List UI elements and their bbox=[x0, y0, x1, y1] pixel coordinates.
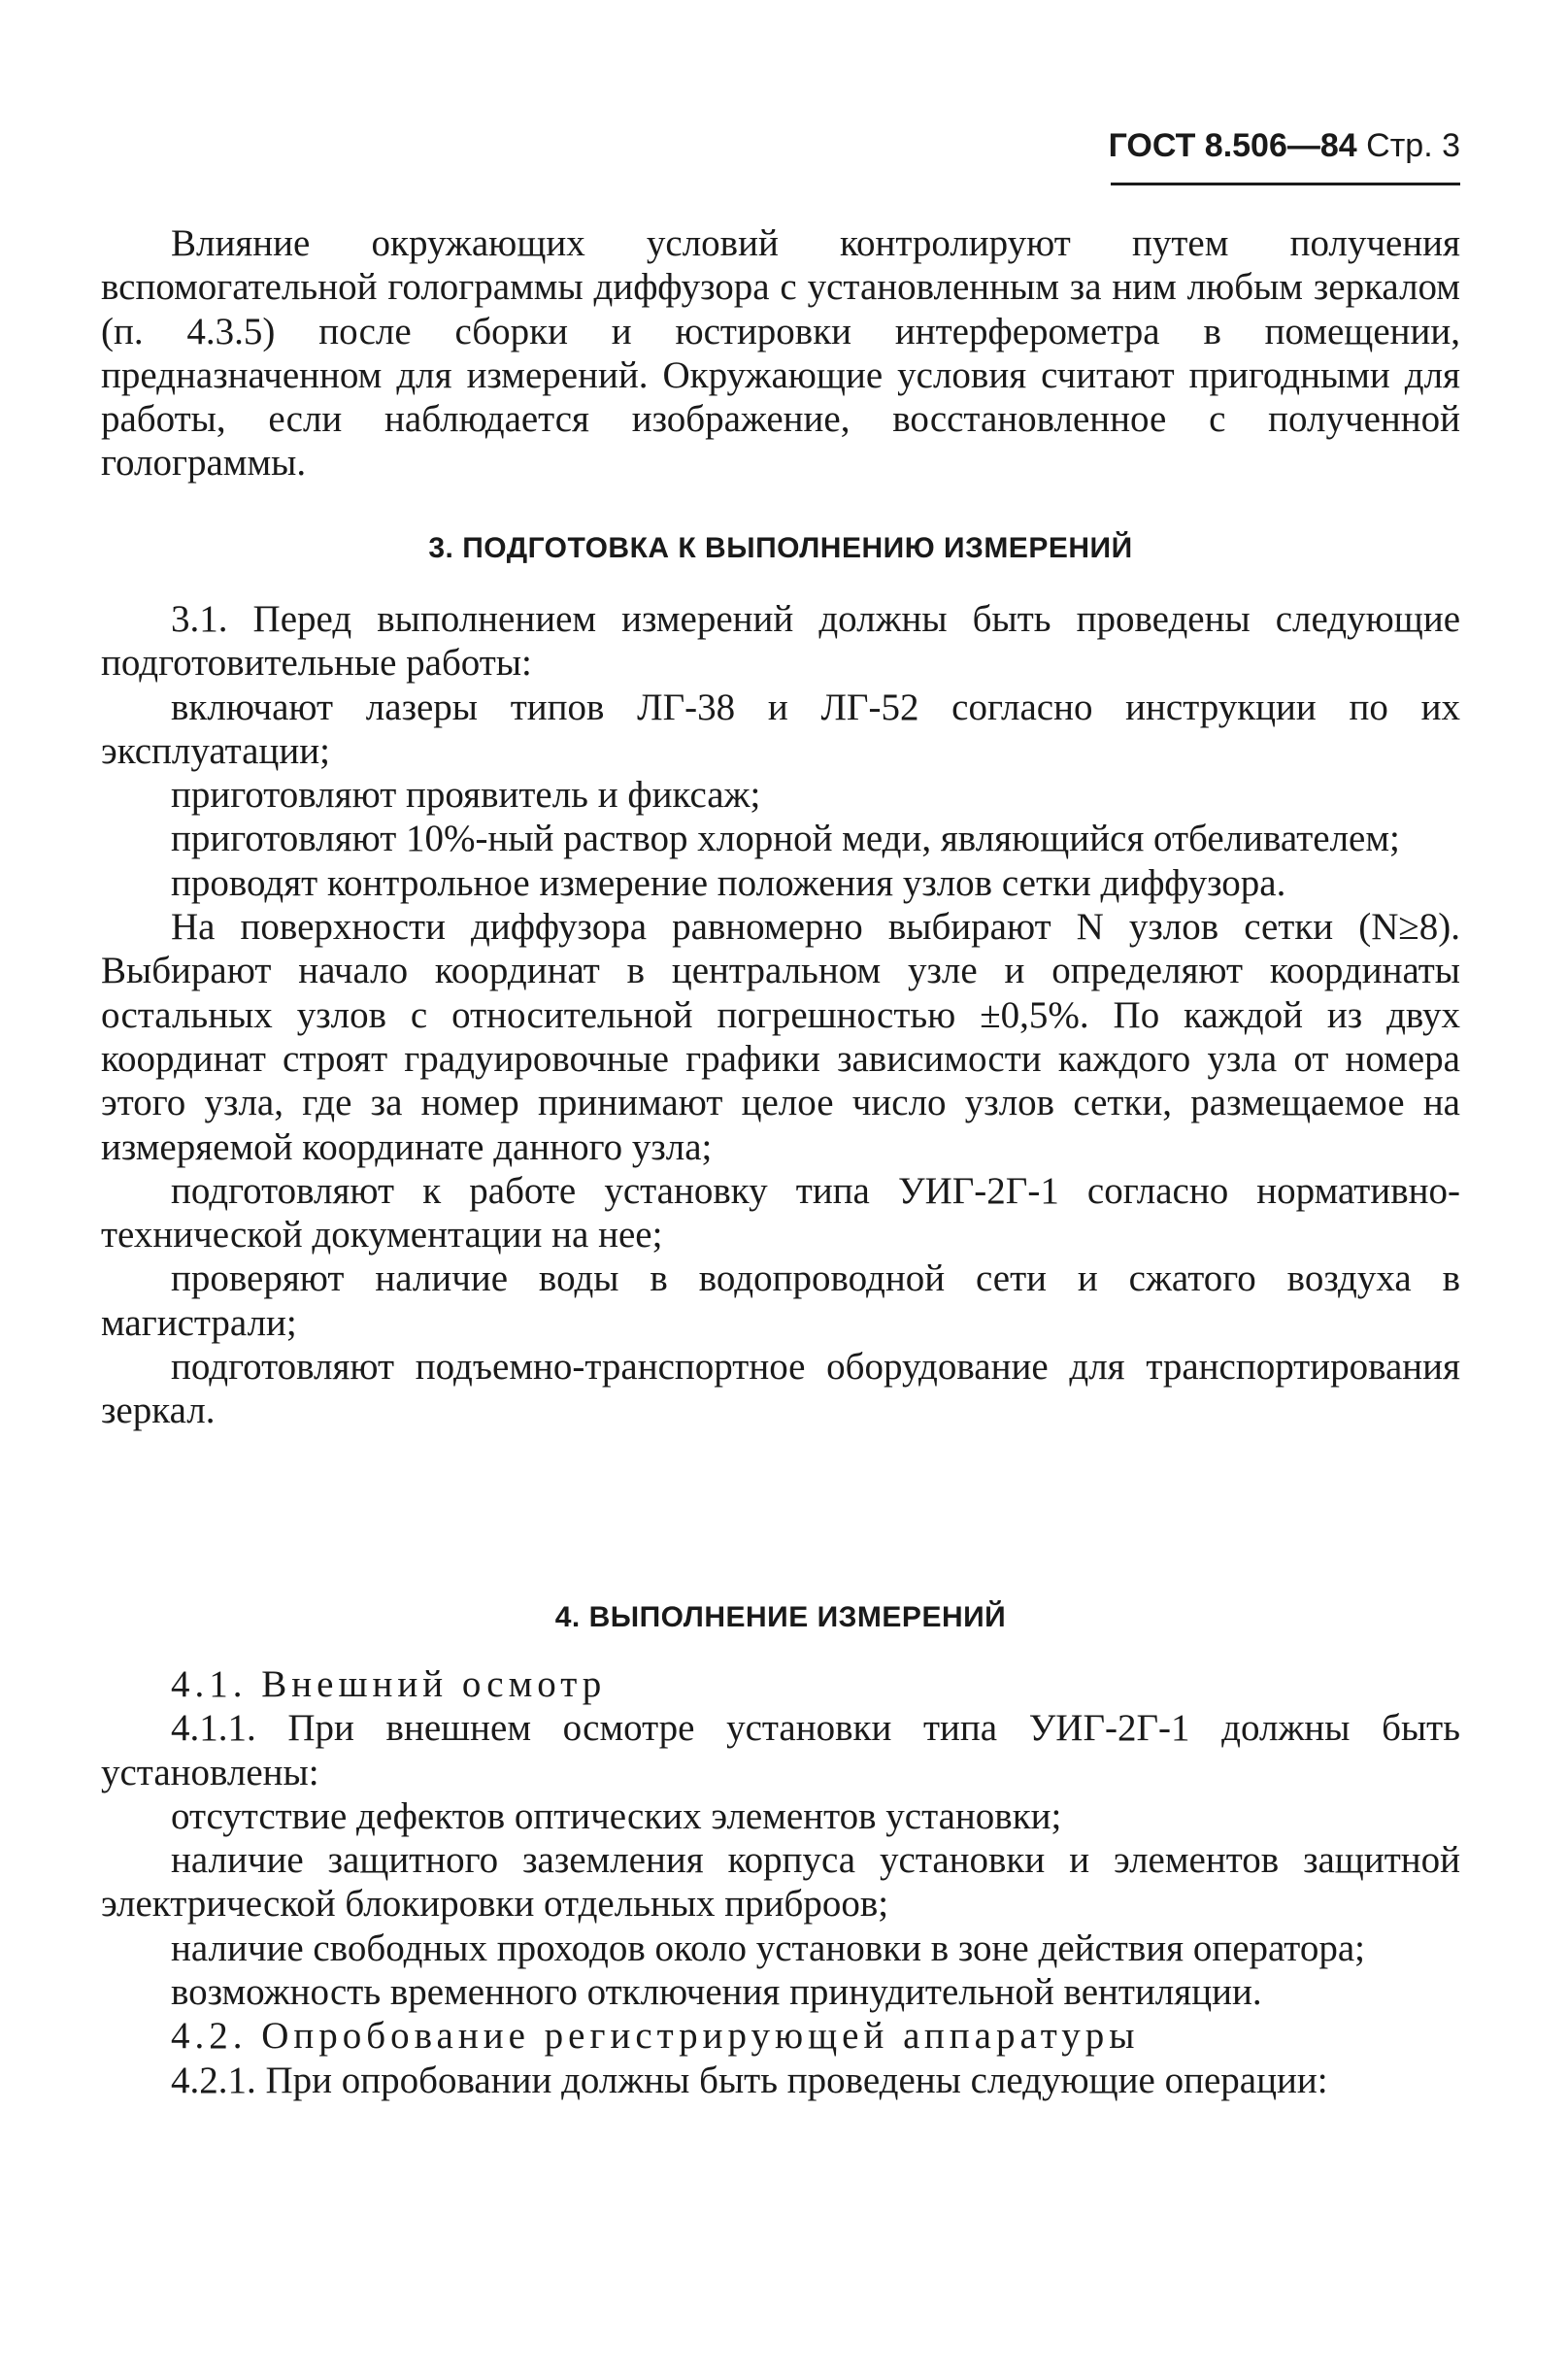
subsection-title-4-1: 4.1. Внешний осмотр bbox=[171, 1663, 607, 1705]
header-rule bbox=[1111, 183, 1460, 185]
paragraph-intro: Влияние окружающих условий контролируют путем получения вспомогательной голограммы диффузора с установленным за ним любым зеркалом (п. 4.3.5) после сборки и юстировки интерферометра в помещении, предназначенном для измерений. Окружающие условия считают пригодными для работы, если наблюдается изображение, восстановленное с полученной голограммы. bbox=[101, 222, 1460, 485]
gost-number: ГОСТ 8.506—84 bbox=[1108, 127, 1357, 164]
list-item: приготовляют проявитель и фиксаж; bbox=[171, 774, 761, 817]
list-item: включают лазеры типов ЛГ-38 и ЛГ-52 согласно инструкции по их эксплуатации; bbox=[101, 686, 1460, 772]
list-item: наличие защитного заземления корпуса установки и элементов защитной электрической блокировки отдельных приброов; bbox=[101, 1839, 1460, 1926]
list-item: возможность временного отключения принудительной вентиляции. bbox=[171, 1971, 1262, 2014]
list-item: проверяют наличие воды в водопроводной сети и сжатого воздуха в магистрали; bbox=[101, 1257, 1460, 1344]
page-header bbox=[101, 126, 1460, 165]
list-item: наличие свободных проходов около установки в зоне действия оператора; bbox=[171, 1927, 1365, 1969]
paragraph-4-1-1: 4.1.1. При внешнем осмотре установки типа УИГ-2Г-1 должны быть установлены: bbox=[101, 1707, 1460, 1793]
section-heading-4: 4. ВЫПОЛНЕНИЕ ИЗМЕРЕНИЙ bbox=[554, 1601, 1007, 1633]
subsection-title-4-2: 4.2. Опробование регистрирующей аппаратуры bbox=[171, 2015, 1140, 2058]
section-4-body bbox=[101, 1662, 1460, 2102]
page-number: Стр. 3 bbox=[1366, 127, 1460, 164]
section-heading-3: 3. ПОДГОТОВКА К ВЫПОЛНЕНИЮ ИЗМЕРЕНИЙ bbox=[428, 532, 1133, 564]
paragraph-3-1: 3.1. Перед выполнением измерений должны быть проведены следующие подготовительные работы: bbox=[101, 598, 1460, 685]
list-item: проводят контрольное измерение положения узлов сетки диффузора. bbox=[171, 861, 1286, 904]
body-text-top bbox=[101, 221, 1460, 486]
paragraph-grid-nodes: На поверхности диффузора равномерно выбирают N узлов сетки (N≥8). Выбирают начало координат в центральном узле и определяют координаты остальных узлов с относительной погрешностью ±0,5%. По каждой из двух координат строят градуировочные графики зависимости каждого узла от номера этого узла, где за номер принимают целое число узлов сетки, размещаемое на измеряемой координате данного узла; bbox=[101, 906, 1460, 1168]
section-3-body bbox=[101, 597, 1460, 1433]
list-item: приготовляют 10%-ный раствор хлорной меди, являющийся отбеливателем; bbox=[171, 818, 1400, 860]
list-item: подготовляют к работе установку типа УИГ-2Г-1 согласно нормативно-технической документации на нее; bbox=[101, 1169, 1460, 1257]
list-item: отсутствие дефектов оптических элементов установки; bbox=[171, 1794, 1062, 1837]
list-item: подготовляют подъемно-транспортное оборудование для транспортирования зеркал. bbox=[101, 1346, 1460, 1432]
paragraph-4-2-1: 4.2.1. При опробовании должны быть проведены следующие операции: bbox=[171, 2059, 1328, 2101]
